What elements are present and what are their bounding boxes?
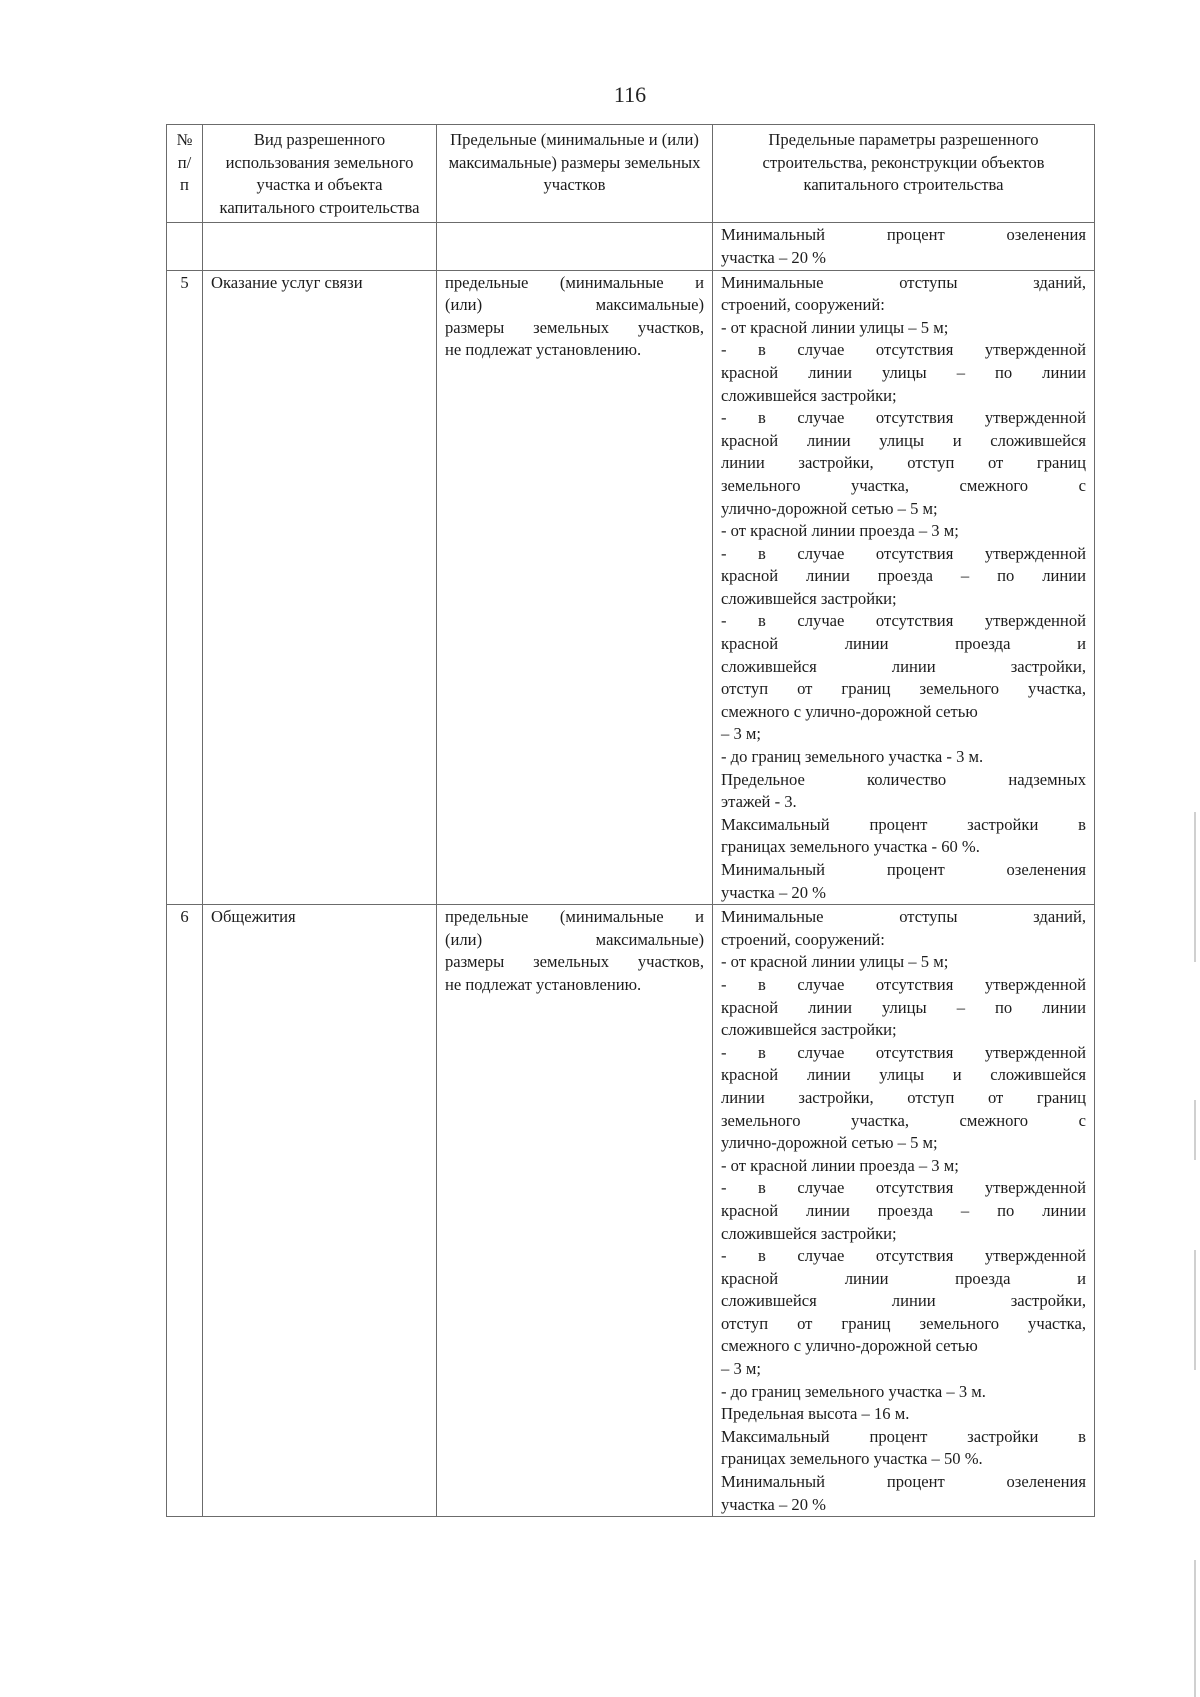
cell-construction-params <box>713 223 1095 270</box>
header-use-type: Вид разрешенного использования земельного участка и объекта капитального строительства <box>203 125 437 223</box>
header-construction-params: Предельные параметры разрешенного строительства, реконструкции объектов капитального строительства <box>713 125 1095 223</box>
cell-text-line: строений, сооружений: <box>721 295 885 315</box>
scan-edge-mark <box>1194 812 1196 962</box>
cell-text-line: красной линии улицы – по линии <box>721 362 1086 382</box>
cell-text-line: смежного с улично-дорожной сетью <box>721 701 978 721</box>
cell-text-line: - в случае отсутствия утвержденной <box>721 543 1086 563</box>
cell-text-line: предельные (минимальные и <box>445 907 704 927</box>
cell-text-line: красной линии проезда и <box>721 634 1086 654</box>
cell-text-line: красной линии проезда и <box>721 1268 1086 1288</box>
cell-plot-size <box>437 905 713 1517</box>
cell-text-line: улично-дорожной сетью – 5 м; <box>721 1133 938 1153</box>
cell-text-line: сложившейся линии застройки, <box>721 1291 1086 1311</box>
cell-text-line: - от красной линии проезда – 3 м; <box>721 521 959 541</box>
header-plot-size: Предельные (минимальные и (или) максимальные) размеры земельных участков <box>437 125 713 223</box>
scan-edge-mark <box>1194 1560 1196 1697</box>
cell-plot-size <box>437 223 713 270</box>
cell-text-line: - в случае отсутствия утвержденной <box>721 408 1086 428</box>
cell-text-line: красной линии улицы – по линии <box>721 997 1086 1017</box>
cell-text-line: красной линии проезда – по линии <box>721 566 1086 586</box>
cell-text-line: размеры земельных участков, <box>445 317 704 337</box>
cell-text-line: не подлежат установлению. <box>445 340 642 360</box>
scan-edge-mark <box>1194 1100 1196 1160</box>
cell-text-line: Минимальный процент озеленения <box>721 225 1086 245</box>
cell-text-line: – 3 м; <box>721 724 762 744</box>
cell-text-line: - от красной линии улицы – 5 м; <box>721 952 949 972</box>
cell-number <box>167 223 203 270</box>
cell-text-line: строений, сооружений: <box>721 929 885 949</box>
cell-text-line: - до границ земельного участка – 3 м. <box>721 1381 986 1401</box>
cell-text-line: границах земельного участка – 50 %. <box>721 1449 983 1469</box>
cell-text-line: красной линии улицы и сложившейся <box>721 430 1086 450</box>
cell-text-line: - в случае отсутствия утвержденной <box>721 1246 1086 1266</box>
cell-text-line: - в случае отсутствия утвержденной <box>721 1178 1086 1198</box>
cell-text-line: (или) максимальные) <box>445 929 704 949</box>
cell-text-line: - от красной линии проезда – 3 м; <box>721 1155 959 1175</box>
cell-text-line: Минимальные отступы зданий, <box>721 272 1086 292</box>
cell-text-line: Предельная высота – 16 м. <box>721 1404 910 1424</box>
cell-text-line: красной линии проезда – по линии <box>721 1200 1086 1220</box>
cell-text-line: (или) максимальные) <box>445 295 704 315</box>
cell-text-line: улично-дорожной сетью – 5 м; <box>721 498 938 518</box>
cell-number: 5 <box>167 270 203 905</box>
cell-text-line: сложившейся застройки; <box>721 1223 897 1243</box>
cell-text-line: Минимальный процент озеленения <box>721 1472 1086 1492</box>
cell-text-line: участка – 20 % <box>721 247 826 267</box>
cell-text-line: линии застройки, отступ от границ <box>721 1087 1086 1107</box>
cell-text-line: Максимальный процент застройки в <box>721 814 1086 834</box>
cell-use-type: Общежития <box>203 905 437 1517</box>
cell-text-line: - в случае отсутствия утвержденной <box>721 974 1086 994</box>
page-number: 116 <box>613 82 647 107</box>
cell-text-line: сложившейся линии застройки, <box>721 656 1086 676</box>
cell-text-line: - в случае отсутствия утвержденной <box>721 1042 1086 1062</box>
land-use-regulations-table <box>166 124 1095 1517</box>
cell-text-line: отступ от границ земельного участка, <box>721 679 1086 699</box>
cell-text-line: красной линии улицы и сложившейся <box>721 1065 1086 1085</box>
header-number-line: п/п <box>177 152 192 195</box>
cell-use-type <box>203 223 437 270</box>
cell-text-line: Минимальные отступы зданий, <box>721 907 1086 927</box>
cell-text-line: границах земельного участка - 60 %. <box>721 837 980 857</box>
cell-text-line: земельного участка, смежного с <box>721 1110 1086 1130</box>
cell-text-line: Максимальный процент застройки в <box>721 1426 1086 1446</box>
cell-text-line: Предельное количество надземных <box>721 769 1086 789</box>
cell-text-line: - в случае отсутствия утвержденной <box>721 340 1086 360</box>
cell-use-type: Оказание услуг связи <box>203 270 437 905</box>
cell-text-line: Минимальный процент озеленения <box>721 860 1086 879</box>
cell-text-line: участка – 20 % <box>721 882 826 902</box>
table-row-continuation <box>167 223 1095 270</box>
cell-text-line: не подлежат установлению. <box>445 974 642 994</box>
cell-text-line: – 3 м; <box>721 1359 762 1379</box>
cell-text-line: земельного участка, смежного с <box>721 475 1086 495</box>
cell-text-line: участка – 20 % <box>721 1494 826 1514</box>
cell-text-line: размеры земельных участков, <box>445 952 704 972</box>
table-row <box>167 905 1095 1517</box>
cell-text-line: сложившейся застройки; <box>721 1020 897 1040</box>
cell-text-line: - до границ земельного участка - 3 м. <box>721 747 984 767</box>
header-number <box>167 125 203 223</box>
scan-edge-mark <box>1194 1250 1196 1370</box>
cell-text-line: смежного с улично-дорожной сетью <box>721 1336 978 1356</box>
cell-text-line: предельные (минимальные и <box>445 272 704 292</box>
cell-number: 6 <box>167 905 203 1517</box>
cell-plot-size <box>437 270 713 905</box>
table-header-row <box>167 125 1095 223</box>
cell-text-line: сложившейся застройки; <box>721 588 897 608</box>
table-row <box>167 270 1095 905</box>
cell-text-line: этажей - 3. <box>721 792 797 812</box>
cell-text-line: сложившейся застройки; <box>721 385 897 405</box>
cell-construction-params <box>713 905 1095 1517</box>
cell-text-line: - от красной линии улицы – 5 м; <box>721 317 949 337</box>
cell-text-line: отступ от границ земельного участка, <box>721 1313 1086 1333</box>
cell-text-line: линии застройки, отступ от границ <box>721 453 1086 473</box>
header-number-line: № <box>176 130 193 149</box>
cell-text-line: - в случае отсутствия утвержденной <box>721 611 1086 631</box>
cell-construction-params <box>713 270 1095 905</box>
